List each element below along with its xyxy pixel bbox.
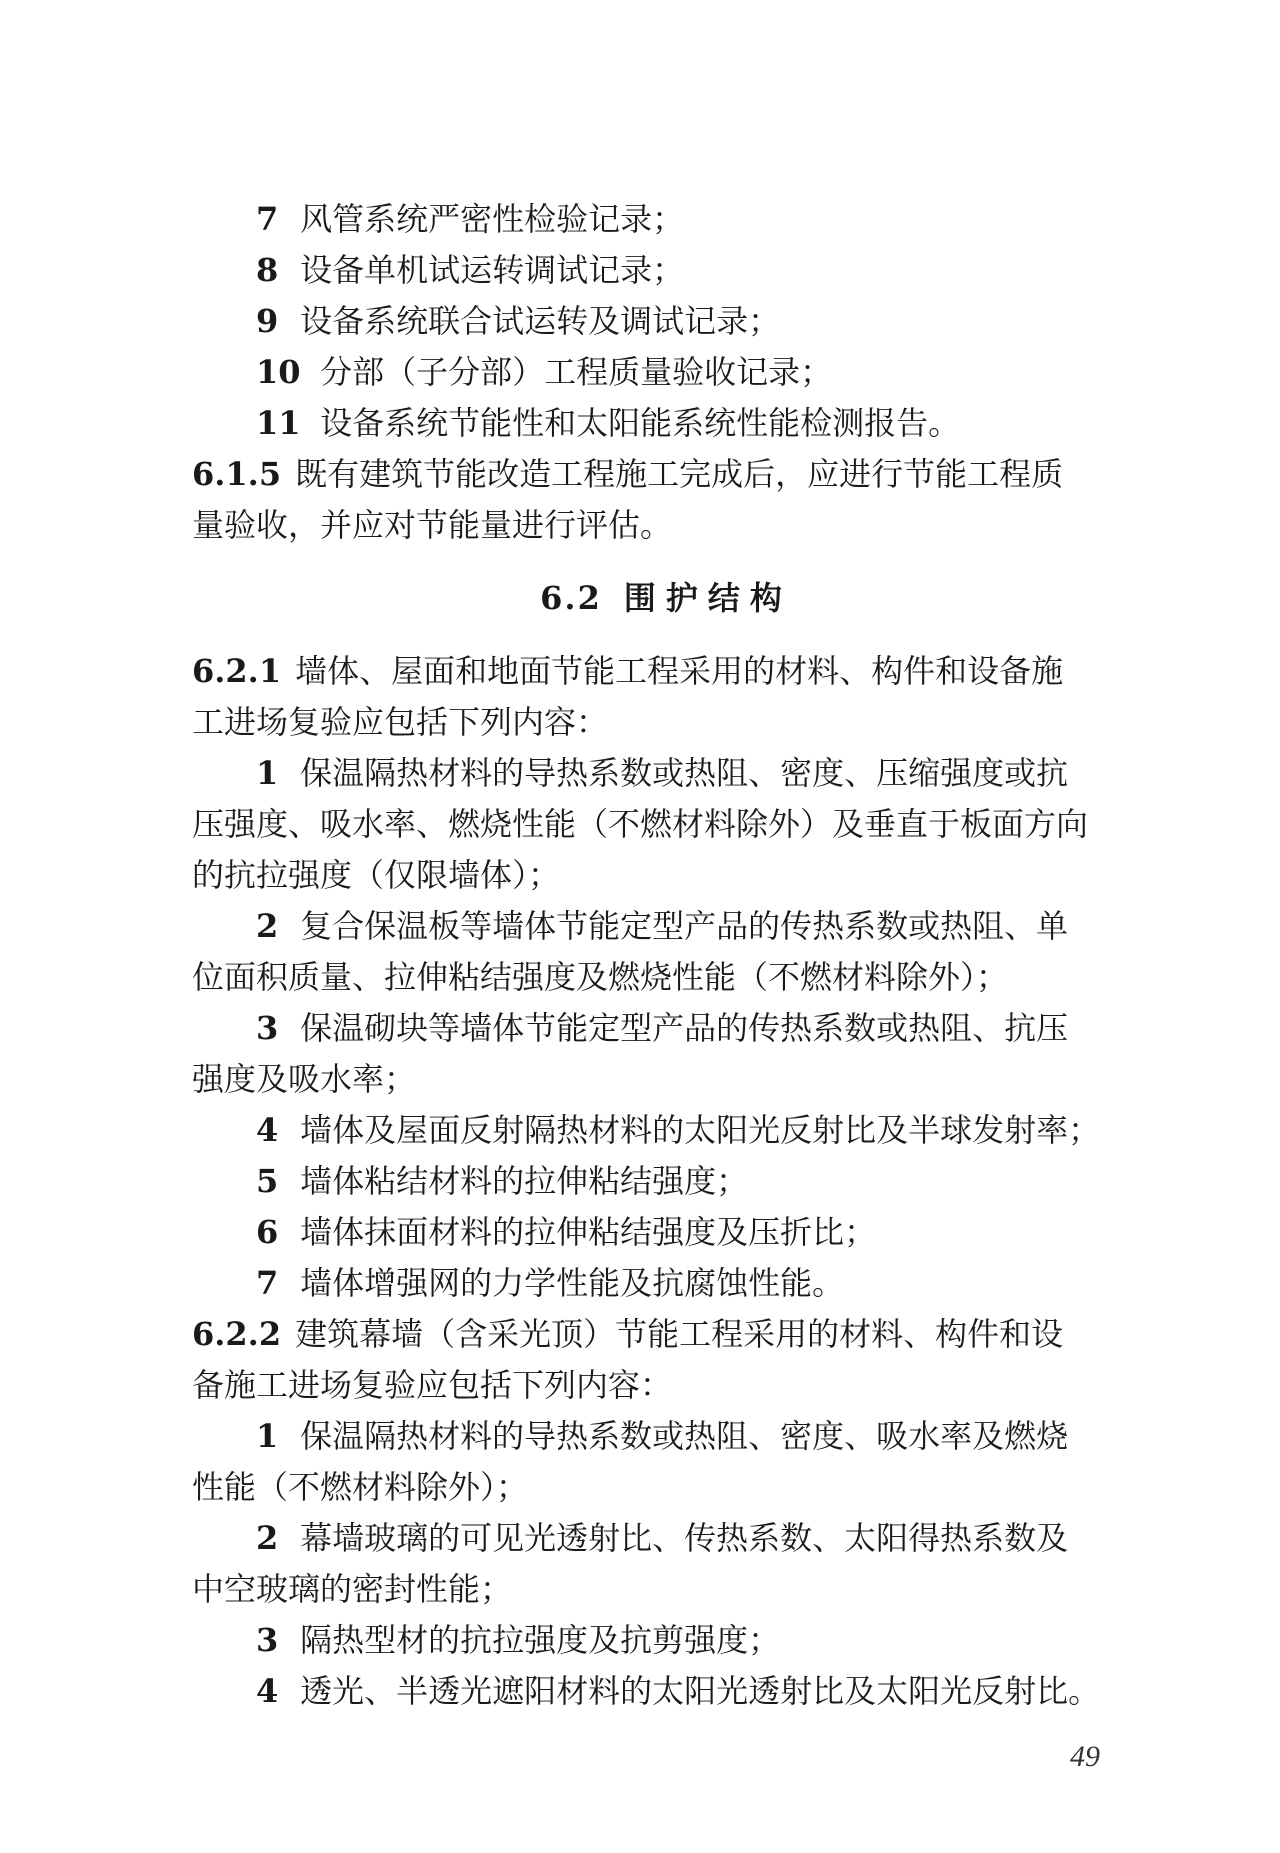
list-item: [192, 1105, 1140, 1156]
clause-6-1-5: [192, 449, 1140, 500]
list-item: [192, 1615, 1140, 1666]
list-item: [192, 1207, 1140, 1258]
item-text: 墙体粘结材料的拉伸粘结强度；: [300, 1162, 749, 1200]
clause-text: 既有建筑节能改造工程施工完成后，应进行节能工程质: [295, 455, 1064, 493]
item-number: 9: [256, 302, 279, 340]
list-item: [192, 748, 1140, 799]
clause-text-continued: 备施工进场复验应包括下列内容：: [192, 1366, 673, 1404]
item-number: 4: [256, 1111, 279, 1149]
section-title: 围护结构: [623, 579, 792, 617]
list-item: [192, 296, 1140, 347]
list-item: [192, 398, 1140, 449]
list-item: [192, 1666, 1140, 1717]
item-number: 7: [256, 200, 279, 238]
item-text: 风管系统严密性检验记录；: [300, 200, 685, 238]
clause-6-2-1: [192, 646, 1140, 697]
list-item: [192, 901, 1140, 952]
item-number: 3: [256, 1621, 279, 1659]
item-text: 设备系统节能性和太阳能系统性能检测报告。: [320, 404, 961, 442]
list-item: [192, 194, 1140, 245]
item-number: 6: [256, 1213, 279, 1251]
item-number: 8: [256, 251, 279, 289]
item-text: 设备单机试运转调试记录；: [300, 251, 685, 289]
item-number: 4: [256, 1672, 279, 1710]
item-number: 10: [256, 353, 301, 391]
item-text: 墙体及屋面反射隔热材料的太阳光反射比及半球发射率；: [300, 1111, 1101, 1149]
list-item: [192, 347, 1140, 398]
clause-text-continued: 工进场复验应包括下列内容：: [192, 703, 609, 741]
item-text: 保温砌块等墙体节能定型产品的传热系数或热阻、抗压: [300, 1009, 1069, 1047]
item-text-continued: 性能（不燃材料除外）；: [192, 1468, 529, 1506]
clause-number: 6.2.1: [192, 652, 282, 690]
item-text: 设备系统联合试运转及调试记录；: [300, 302, 781, 340]
item-text-continued: 压强度、吸水率、燃烧性能（不燃材料除外）及垂直于板面方向: [192, 805, 1089, 843]
item-text-continued: 中空玻璃的密封性能；: [192, 1570, 513, 1608]
item-text: 保温隔热材料的导热系数或热阻、密度、压缩强度或抗: [300, 754, 1069, 792]
clause-text-continued: 量验收，并应对节能量进行评估。: [192, 506, 673, 544]
item-number: 1: [256, 1417, 279, 1455]
list-item: [192, 245, 1140, 296]
item-number: 5: [256, 1162, 279, 1200]
clause-number: 6.1.5: [192, 455, 282, 493]
clause-number: 6.2.2: [192, 1315, 282, 1353]
list-item: [192, 1411, 1140, 1462]
clause-text: 建筑幕墙（含采光顶）节能工程采用的材料、构件和设: [295, 1315, 1064, 1353]
list-item: [192, 1513, 1140, 1564]
item-number: 7: [256, 1264, 279, 1302]
section-heading: [192, 573, 1140, 624]
item-text: 保温隔热材料的导热系数或热阻、密度、吸水率及燃烧: [300, 1417, 1069, 1455]
section-number: 6.2: [540, 579, 602, 617]
list-item: [192, 1003, 1140, 1054]
item-text: 分部（子分部）工程质量验收记录；: [320, 353, 833, 391]
item-text: 透光、半透光遮阳材料的太阳光透射比及太阳光反射比。: [300, 1672, 1101, 1710]
item-number: 2: [256, 1519, 279, 1557]
item-number: 2: [256, 907, 279, 945]
clause-6-2-2: [192, 1309, 1140, 1360]
item-number: 11: [256, 404, 301, 442]
item-text: 隔热型材的抗拉强度及抗剪强度；: [300, 1621, 781, 1659]
item-text: 墙体增强网的力学性能及抗腐蚀性能。: [300, 1264, 845, 1302]
page-number: 49: [1070, 1740, 1100, 1773]
item-number: 1: [256, 754, 279, 792]
item-text-continued: 位面积质量、拉伸粘结强度及燃烧性能（不燃材料除外）；: [192, 958, 1009, 996]
item-text-continued: 的抗拉强度（仅限墙体）；: [192, 856, 561, 894]
item-text: 墙体抹面材料的拉伸粘结强度及压折比；: [300, 1213, 877, 1251]
item-text: 复合保温板等墙体节能定型产品的传热系数或热阻、单: [300, 907, 1069, 945]
list-item: [192, 1156, 1140, 1207]
page-content: [192, 194, 1140, 1717]
item-text-continued: 强度及吸水率；: [192, 1060, 417, 1098]
list-item: [192, 1258, 1140, 1309]
item-text: 幕墙玻璃的可见光透射比、传热系数、太阳得热系数及: [300, 1519, 1069, 1557]
item-number: 3: [256, 1009, 279, 1047]
clause-text: 墙体、屋面和地面节能工程采用的材料、构件和设备施: [295, 652, 1064, 690]
